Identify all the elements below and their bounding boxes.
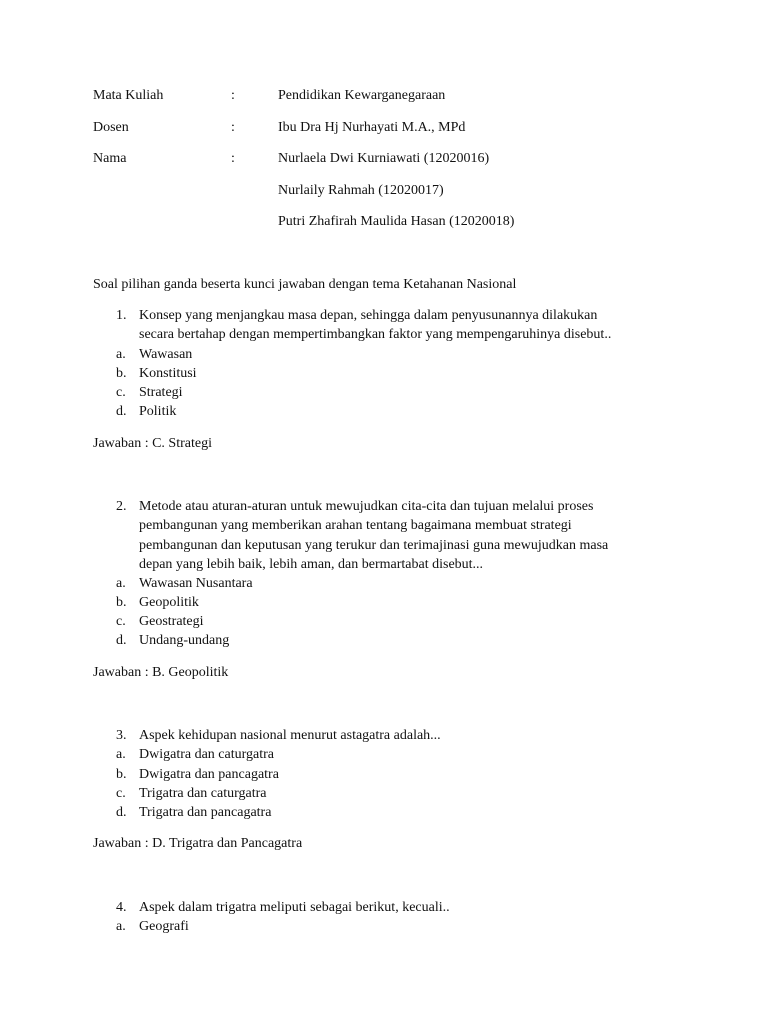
course-value: Pendidikan Kewarganegaraan — [278, 88, 446, 103]
student-name: Nurlaily Rahmah (12020017) — [278, 183, 444, 198]
student-name: Putri Zhafirah Maulida Hasan (12020018) — [278, 214, 515, 229]
option-letter: d. — [116, 805, 127, 820]
question-text: pembangunan dan keputusan yang terukur dan terimajinasi guna mewujudkan masa — [139, 538, 609, 553]
answer-key: Jawaban : D. Trigatra dan Pancagatra — [93, 836, 303, 851]
question-number: 4. — [116, 900, 127, 915]
question-text: Metode atau aturan-aturan untuk mewujudkan cita-cita dan tujuan melalui proses — [139, 499, 594, 514]
option-text: Dwigatra dan pancagatra — [139, 767, 279, 782]
option-letter: a. — [116, 347, 126, 362]
answer-key: Jawaban : C. Strategi — [93, 436, 212, 451]
answer-key: Jawaban : B. Geopolitik — [93, 665, 229, 680]
course-label: Mata Kuliah — [93, 88, 164, 103]
option-text: Dwigatra dan caturgatra — [139, 747, 275, 762]
question-text: Konsep yang menjangkau masa depan, sehingga dalam penyusunannya dilakukan — [139, 308, 598, 323]
option-text: Strategi — [139, 385, 183, 400]
option-letter: c. — [116, 786, 126, 801]
intro-text: Soal pilihan ganda beserta kunci jawaban dengan tema Ketahanan Nasional — [93, 277, 517, 292]
option-letter: d. — [116, 633, 127, 648]
name-separator: : — [231, 151, 235, 166]
option-letter: c. — [116, 614, 126, 629]
option-text: Politik — [139, 404, 177, 419]
question-text: secara bertahap dengan mempertimbangkan faktor yang mempengaruhinya disebut.. — [139, 327, 612, 342]
option-letter: d. — [116, 404, 127, 419]
question-text: Aspek dalam trigatra meliputi sebagai berikut, kecuali.. — [139, 900, 450, 915]
lecturer-separator: : — [231, 120, 235, 135]
option-text: Trigatra dan pancagatra — [139, 805, 272, 820]
question-number: 1. — [116, 308, 127, 323]
student-name: Nurlaela Dwi Kurniawati (12020016) — [278, 151, 490, 166]
option-letter: c. — [116, 385, 126, 400]
option-letter: b. — [116, 767, 127, 782]
question-text: Aspek kehidupan nasional menurut astagatra adalah... — [139, 728, 441, 743]
option-text: Undang-undang — [139, 633, 230, 648]
question-text: pembangunan yang memberikan arahan tentang bagaimana membuat strategi — [139, 518, 572, 533]
question-number: 2. — [116, 499, 127, 514]
name-label: Nama — [93, 151, 127, 166]
lecturer-label: Dosen — [93, 120, 129, 135]
option-text: Wawasan Nusantara — [139, 576, 253, 591]
option-letter: a. — [116, 576, 126, 591]
option-text: Trigatra dan caturgatra — [139, 786, 267, 801]
question-number: 3. — [116, 728, 127, 743]
option-text: Geografi — [139, 919, 189, 934]
option-letter: b. — [116, 366, 127, 381]
option-text: Geopolitik — [139, 595, 199, 610]
option-letter: a. — [116, 919, 126, 934]
option-text: Wawasan — [139, 347, 193, 362]
question-text: depan yang lebih baik, lebih aman, dan bermartabat disebut... — [139, 557, 484, 572]
option-letter: b. — [116, 595, 127, 610]
option-text: Geostrategi — [139, 614, 204, 629]
lecturer-value: Ibu Dra Hj Nurhayati M.A., MPd — [278, 120, 466, 135]
course-separator: : — [231, 88, 235, 103]
option-text: Konstitusi — [139, 366, 197, 381]
option-letter: a. — [116, 747, 126, 762]
